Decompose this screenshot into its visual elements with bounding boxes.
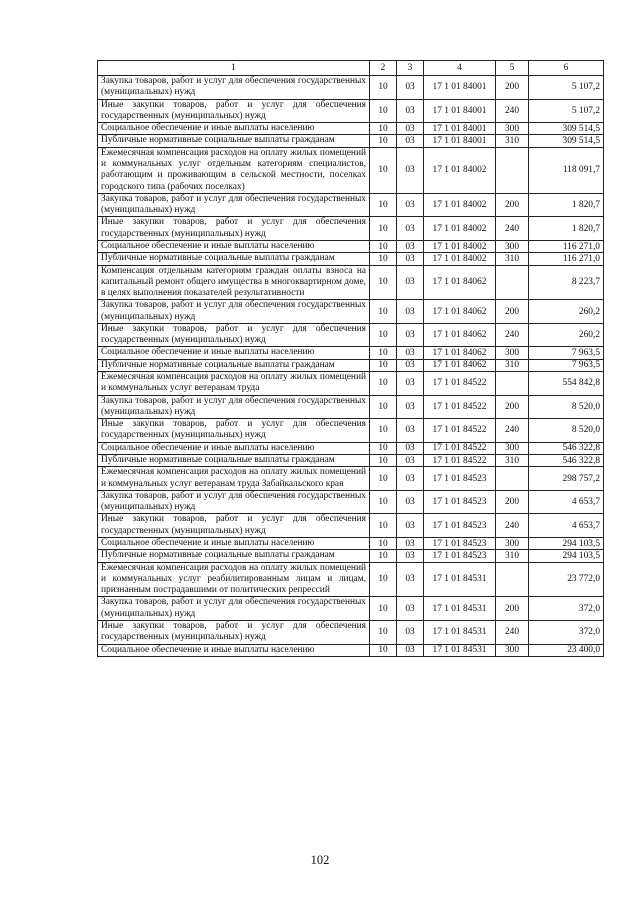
row-section-cell: 10 <box>370 514 397 538</box>
table-row <box>98 99 604 123</box>
row-target-article-cell: 17 1 01 84001 <box>424 76 496 100</box>
row-name-cell: Иные закупки товаров, работ и услуг для обеспечения государственных (муниципальных) нужд <box>98 514 370 538</box>
row-subsection-cell: 03 <box>397 395 424 419</box>
row-target-article-cell: 17 1 01 84062 <box>424 359 496 371</box>
row-section-cell: 10 <box>370 455 397 467</box>
table-row <box>98 147 604 193</box>
row-expense-type-cell: 240 <box>496 620 529 644</box>
table-row <box>98 123 604 135</box>
row-target-article-cell: 17 1 01 84531 <box>424 562 496 597</box>
table-row <box>98 300 604 324</box>
row-target-article-cell: 17 1 01 84062 <box>424 347 496 359</box>
table-row <box>98 240 604 252</box>
row-expense-type-cell: 300 <box>496 123 529 135</box>
row-name-cell: Закупка товаров, работ и услуг для обеспечения государственных (муниципальных) нужд <box>98 193 370 217</box>
page-number: 102 <box>310 853 330 867</box>
row-amount-cell: 4 653,7 <box>529 514 604 538</box>
row-name-cell: Ежемесячная компенсация расходов на оплату жилых помещений и коммунальных услуг ветеранам труда <box>98 372 370 396</box>
row-target-article-cell: 17 1 01 84062 <box>424 300 496 324</box>
row-subsection-cell: 03 <box>397 467 424 491</box>
row-section-cell: 10 <box>370 395 397 419</box>
row-target-article-cell: 17 1 01 84002 <box>424 217 496 241</box>
row-name-cell: Публичные нормативные социальные выплаты гражданам <box>98 455 370 467</box>
row-amount-cell: 116 271,0 <box>529 240 604 252</box>
row-amount-cell: 7 963,5 <box>529 347 604 359</box>
row-subsection-cell: 03 <box>397 265 424 300</box>
row-section-cell: 10 <box>370 442 397 454</box>
row-amount-cell: 309 514,5 <box>529 135 604 147</box>
table-row <box>98 562 604 597</box>
row-subsection-cell: 03 <box>397 123 424 135</box>
row-name-cell: Публичные нормативные социальные выплаты гражданам <box>98 550 370 562</box>
row-subsection-cell: 03 <box>397 99 424 123</box>
row-expense-type-cell: 300 <box>496 537 529 549</box>
row-section-cell: 10 <box>370 467 397 491</box>
header-cell: 2 <box>370 61 397 76</box>
row-section-cell: 10 <box>370 644 397 656</box>
row-name-cell: Ежемесячная компенсация расходов на оплату жилых помещений и коммунальных услуг реабилитированным лицам и лицам, признанным пострадавшими от политических репрессий <box>98 562 370 597</box>
row-expense-type-cell: 300 <box>496 644 529 656</box>
table-row <box>98 253 604 265</box>
row-name-cell: Социальное обеспечение и иные выплаты населению <box>98 240 370 252</box>
table-row <box>98 597 604 621</box>
row-section-cell: 10 <box>370 562 397 597</box>
row-subsection-cell: 03 <box>397 347 424 359</box>
table-header-row <box>98 61 604 76</box>
row-section-cell: 10 <box>370 76 397 100</box>
row-section-cell: 10 <box>370 419 397 443</box>
row-section-cell: 10 <box>370 597 397 621</box>
table-row <box>98 395 604 419</box>
row-name-cell: Ежемесячная компенсация расходов на оплату жилых помещений и коммунальных услуг ветеранам труда Забайкальского края <box>98 467 370 491</box>
row-target-article-cell: 17 1 01 84522 <box>424 372 496 396</box>
row-target-article-cell: 17 1 01 84522 <box>424 395 496 419</box>
row-section-cell: 10 <box>370 490 397 514</box>
row-target-article-cell: 17 1 01 84531 <box>424 644 496 656</box>
row-expense-type-cell <box>496 467 529 491</box>
table-row <box>98 135 604 147</box>
header-cell: 5 <box>496 61 529 76</box>
table-row <box>98 359 604 371</box>
row-expense-type-cell: 310 <box>496 135 529 147</box>
row-subsection-cell: 03 <box>397 135 424 147</box>
row-name-cell: Публичные нормативные социальные выплаты гражданам <box>98 359 370 371</box>
row-target-article-cell: 17 1 01 84523 <box>424 514 496 538</box>
row-name-cell: Социальное обеспечение и иные выплаты населению <box>98 347 370 359</box>
row-amount-cell: 260,2 <box>529 323 604 347</box>
row-subsection-cell: 03 <box>397 537 424 549</box>
row-target-article-cell: 17 1 01 84062 <box>424 265 496 300</box>
row-amount-cell: 8 223,7 <box>529 265 604 300</box>
row-expense-type-cell <box>496 562 529 597</box>
row-amount-cell: 1 820,7 <box>529 193 604 217</box>
row-section-cell: 10 <box>370 323 397 347</box>
row-amount-cell: 5 107,2 <box>529 99 604 123</box>
row-section-cell: 10 <box>370 372 397 396</box>
row-subsection-cell: 03 <box>397 644 424 656</box>
table-row <box>98 644 604 656</box>
row-section-cell: 10 <box>370 347 397 359</box>
row-subsection-cell: 03 <box>397 419 424 443</box>
row-expense-type-cell: 310 <box>496 359 529 371</box>
row-amount-cell: 8 520,0 <box>529 419 604 443</box>
row-amount-cell: 372,0 <box>529 597 604 621</box>
row-section-cell: 10 <box>370 123 397 135</box>
row-expense-type-cell: 200 <box>496 193 529 217</box>
row-name-cell: Публичные нормативные социальные выплаты гражданам <box>98 253 370 265</box>
row-subsection-cell: 03 <box>397 455 424 467</box>
budget-table <box>97 60 604 657</box>
row-name-cell: Иные закупки товаров, работ и услуг для обеспечения государственных (муниципальных) нужд <box>98 620 370 644</box>
table-row <box>98 514 604 538</box>
row-name-cell: Закупка товаров, работ и услуг для обеспечения государственных (муниципальных) нужд <box>98 597 370 621</box>
row-subsection-cell: 03 <box>397 597 424 621</box>
table-row <box>98 550 604 562</box>
table-row <box>98 193 604 217</box>
row-target-article-cell: 17 1 01 84523 <box>424 537 496 549</box>
row-expense-type-cell: 300 <box>496 347 529 359</box>
row-target-article-cell: 17 1 01 84531 <box>424 597 496 621</box>
row-section-cell: 10 <box>370 300 397 324</box>
row-name-cell: Закупка товаров, работ и услуг для обеспечения государственных (муниципальных) нужд <box>98 395 370 419</box>
table-row <box>98 490 604 514</box>
row-expense-type-cell: 240 <box>496 514 529 538</box>
row-subsection-cell: 03 <box>397 193 424 217</box>
table-body <box>98 76 604 657</box>
header-cell: 1 <box>98 61 370 76</box>
table-row <box>98 537 604 549</box>
table-row <box>98 265 604 300</box>
table-row <box>98 217 604 241</box>
row-expense-type-cell: 310 <box>496 455 529 467</box>
row-expense-type-cell: 240 <box>496 419 529 443</box>
row-subsection-cell: 03 <box>397 147 424 193</box>
row-name-cell: Компенсация отдельным категориям граждан оплаты взноса на капитальный ремонт общего имущества в многоквартирном доме, в целях выполнения показателей результативности <box>98 265 370 300</box>
row-name-cell: Ежемесячная компенсация расходов на оплату жилых помещений и коммунальных услуг отдельным категориям специалистов, работающим и проживающим в сельской местности, поселках городского типа (рабочих поселках) <box>98 147 370 193</box>
row-section-cell: 10 <box>370 99 397 123</box>
table-row <box>98 76 604 100</box>
row-target-article-cell: 17 1 01 84523 <box>424 467 496 491</box>
row-amount-cell: 372,0 <box>529 620 604 644</box>
row-target-article-cell: 17 1 01 84523 <box>424 490 496 514</box>
row-section-cell: 10 <box>370 537 397 549</box>
header-cell: 4 <box>424 61 496 76</box>
row-expense-type-cell: 310 <box>496 253 529 265</box>
table-row <box>98 347 604 359</box>
row-amount-cell: 8 520,0 <box>529 395 604 419</box>
row-expense-type-cell: 310 <box>496 550 529 562</box>
row-amount-cell: 118 091,7 <box>529 147 604 193</box>
row-subsection-cell: 03 <box>397 217 424 241</box>
row-section-cell: 10 <box>370 550 397 562</box>
header-cell: 6 <box>529 61 604 76</box>
table-row <box>98 620 604 644</box>
table-row <box>98 419 604 443</box>
row-section-cell: 10 <box>370 620 397 644</box>
row-subsection-cell: 03 <box>397 620 424 644</box>
row-subsection-cell: 03 <box>397 514 424 538</box>
row-name-cell: Иные закупки товаров, работ и услуг для обеспечения государственных (муниципальных) нужд <box>98 323 370 347</box>
row-subsection-cell: 03 <box>397 240 424 252</box>
row-section-cell: 10 <box>370 240 397 252</box>
row-subsection-cell: 03 <box>397 490 424 514</box>
row-section-cell: 10 <box>370 147 397 193</box>
row-section-cell: 10 <box>370 217 397 241</box>
header-cell: 3 <box>397 61 424 76</box>
row-name-cell: Социальное обеспечение и иные выплаты населению <box>98 442 370 454</box>
row-target-article-cell: 17 1 01 84522 <box>424 455 496 467</box>
row-amount-cell: 309 514,5 <box>529 123 604 135</box>
row-target-article-cell: 17 1 01 84002 <box>424 253 496 265</box>
row-expense-type-cell <box>496 265 529 300</box>
row-expense-type-cell: 200 <box>496 300 529 324</box>
row-amount-cell: 5 107,2 <box>529 76 604 100</box>
row-expense-type-cell: 200 <box>496 395 529 419</box>
row-target-article-cell: 17 1 01 84002 <box>424 193 496 217</box>
row-subsection-cell: 03 <box>397 253 424 265</box>
row-subsection-cell: 03 <box>397 550 424 562</box>
row-target-article-cell: 17 1 01 84531 <box>424 620 496 644</box>
row-amount-cell: 7 963,5 <box>529 359 604 371</box>
row-section-cell: 10 <box>370 359 397 371</box>
row-subsection-cell: 03 <box>397 300 424 324</box>
row-expense-type-cell: 240 <box>496 99 529 123</box>
row-subsection-cell: 03 <box>397 76 424 100</box>
row-target-article-cell: 17 1 01 84001 <box>424 123 496 135</box>
row-target-article-cell: 17 1 01 84523 <box>424 550 496 562</box>
row-subsection-cell: 03 <box>397 562 424 597</box>
row-name-cell: Социальное обеспечение и иные выплаты населению <box>98 644 370 656</box>
table-row <box>98 467 604 491</box>
row-name-cell: Иные закупки товаров, работ и услуг для обеспечения государственных (муниципальных) нужд <box>98 217 370 241</box>
row-expense-type-cell: 240 <box>496 323 529 347</box>
row-target-article-cell: 17 1 01 84062 <box>424 323 496 347</box>
row-subsection-cell: 03 <box>397 359 424 371</box>
table-row <box>98 442 604 454</box>
row-amount-cell: 298 757,2 <box>529 467 604 491</box>
row-name-cell: Закупка товаров, работ и услуг для обеспечения государственных (муниципальных) нужд <box>98 300 370 324</box>
row-expense-type-cell: 300 <box>496 442 529 454</box>
row-target-article-cell: 17 1 01 84522 <box>424 419 496 443</box>
row-target-article-cell: 17 1 01 84002 <box>424 147 496 193</box>
row-target-article-cell: 17 1 01 84002 <box>424 240 496 252</box>
row-amount-cell: 1 820,7 <box>529 217 604 241</box>
row-expense-type-cell: 200 <box>496 490 529 514</box>
row-amount-cell: 23 772,0 <box>529 562 604 597</box>
row-amount-cell: 4 653,7 <box>529 490 604 514</box>
row-name-cell: Закупка товаров, работ и услуг для обеспечения государственных (муниципальных) нужд <box>98 76 370 100</box>
row-expense-type-cell <box>496 147 529 193</box>
row-target-article-cell: 17 1 01 84001 <box>424 99 496 123</box>
row-name-cell: Иные закупки товаров, работ и услуг для обеспечения государственных (муниципальных) нужд <box>98 99 370 123</box>
row-amount-cell: 23 400,0 <box>529 644 604 656</box>
row-amount-cell: 554 842,8 <box>529 372 604 396</box>
row-amount-cell: 260,2 <box>529 300 604 324</box>
row-name-cell: Закупка товаров, работ и услуг для обеспечения государственных (муниципальных) нужд <box>98 490 370 514</box>
row-amount-cell: 546 322,8 <box>529 455 604 467</box>
row-section-cell: 10 <box>370 253 397 265</box>
row-amount-cell: 294 103,5 <box>529 550 604 562</box>
row-amount-cell: 294 103,5 <box>529 537 604 549</box>
table-row <box>98 323 604 347</box>
row-amount-cell: 116 271,0 <box>529 253 604 265</box>
row-expense-type-cell: 200 <box>496 76 529 100</box>
row-subsection-cell: 03 <box>397 323 424 347</box>
row-section-cell: 10 <box>370 193 397 217</box>
row-subsection-cell: 03 <box>397 372 424 396</box>
row-amount-cell: 546 322,8 <box>529 442 604 454</box>
row-section-cell: 10 <box>370 265 397 300</box>
row-name-cell: Публичные нормативные социальные выплаты гражданам <box>98 135 370 147</box>
row-expense-type-cell: 240 <box>496 217 529 241</box>
row-expense-type-cell <box>496 372 529 396</box>
row-target-article-cell: 17 1 01 84001 <box>424 135 496 147</box>
row-expense-type-cell: 200 <box>496 597 529 621</box>
row-section-cell: 10 <box>370 135 397 147</box>
row-name-cell: Социальное обеспечение и иные выплаты населению <box>98 537 370 549</box>
table-row <box>98 372 604 396</box>
row-name-cell: Иные закупки товаров, работ и услуг для обеспечения государственных (муниципальных) нужд <box>98 419 370 443</box>
row-name-cell: Социальное обеспечение и иные выплаты населению <box>98 123 370 135</box>
row-target-article-cell: 17 1 01 84522 <box>424 442 496 454</box>
table-row <box>98 455 604 467</box>
row-expense-type-cell: 300 <box>496 240 529 252</box>
row-subsection-cell: 03 <box>397 442 424 454</box>
